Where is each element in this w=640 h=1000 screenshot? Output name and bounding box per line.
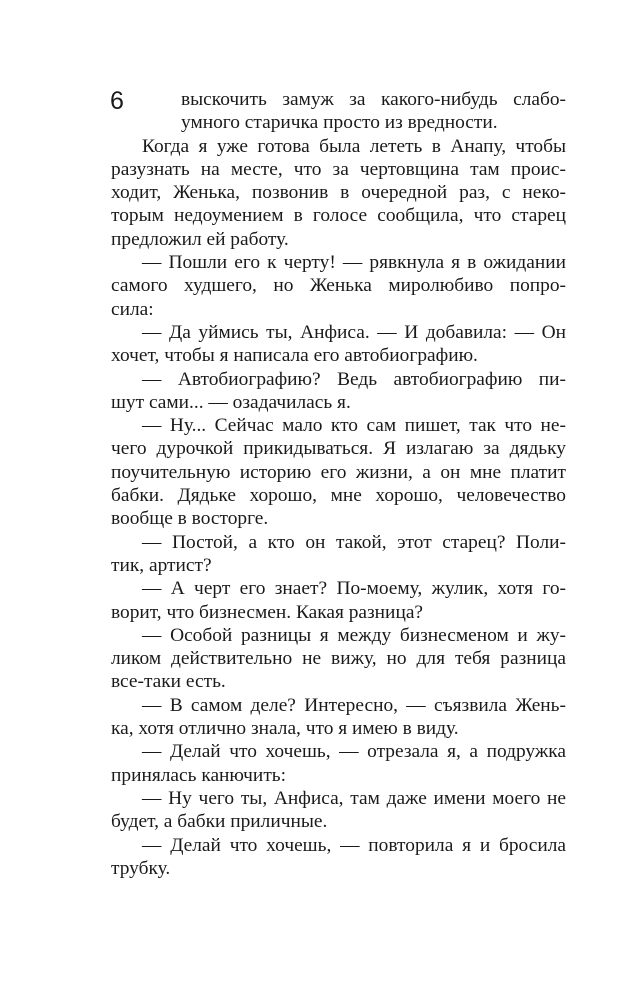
text-line: вообще в восторге.: [111, 508, 269, 530]
text-line: торым недоумением в голосе сообщила, что старец: [111, 205, 566, 227]
text-line: ка, хотя отлично знала, что я имею в виду.: [111, 718, 459, 740]
text-line: хочет, чтобы я написала его автобиографию.: [111, 345, 478, 367]
text-line: — А черт его знает? По-моему, жулик, хотя го-: [142, 578, 566, 600]
text-line: — Делай что хочешь, — повторила я и бросила: [142, 834, 566, 856]
text-line: умного старичка просто из вредности.: [181, 112, 498, 134]
text-line: ворит, что бизнесмен. Какая разница?: [111, 601, 424, 623]
text-line: поучительную историю его жизни, а он мне платит: [111, 461, 566, 483]
text-line: — Делай что хочешь, — отрезала я, а подружка: [142, 741, 566, 763]
text-line: Когда я уже готова была лететь в Анапу, чтобы: [142, 135, 566, 157]
text-line: выскочить замуж за какого-нибудь слабо-: [181, 89, 566, 110]
text-line: — Ну... Сейчас мало кто сам пишет, так что не-: [142, 415, 566, 437]
text-line: принялась канючить:: [111, 764, 287, 786]
text-line: все-таки есть.: [111, 671, 226, 693]
text-line: трубку.: [111, 857, 171, 879]
text-line: ликом действительно не вижу, но для тебя разница: [111, 648, 566, 670]
text-line: — В самом деле? Интересно, — съязвила Жень-: [142, 694, 566, 716]
text-line: предложил ей работу.: [111, 228, 289, 250]
text-line: — Особой разницы я между бизнесменом и жу-: [142, 624, 566, 646]
text-line: — Автобиографию? Ведь автобиографию пи-: [142, 368, 566, 390]
page-number: 6: [110, 87, 124, 115]
text-line: шут сами... — озадачилась я.: [111, 391, 351, 413]
text-block: [111, 88, 566, 880]
text-line: чего дурочкой прикидываться. Я излагаю за дядьку: [111, 438, 566, 460]
text-line: — Пошли его к черту! — рявкнула я в ожидании: [142, 252, 566, 274]
text-line: — Да уймись ты, Анфиса. — И добавила: — Он: [142, 321, 566, 343]
text-line: тик, артист?: [111, 554, 212, 576]
text-line: бабки. Дядьке хорошо, мне хорошо, человечество: [111, 485, 566, 507]
text-line: разузнать на месте, что за чертовщина там проис-: [111, 158, 566, 180]
text-line: ходит, Женька, позвонив в очередной раз, с неко-: [111, 182, 566, 204]
text-line: сила:: [111, 298, 154, 320]
text-line: — Ну чего ты, Анфиса, там даже имени моего не: [142, 787, 566, 809]
text-line: будет, а бабки приличные.: [111, 811, 328, 833]
text-line: — Постой, а кто он такой, этот старец? Поли-: [142, 531, 566, 553]
text-line: самого худшего, но Женька миролюбиво попро-: [111, 275, 566, 297]
